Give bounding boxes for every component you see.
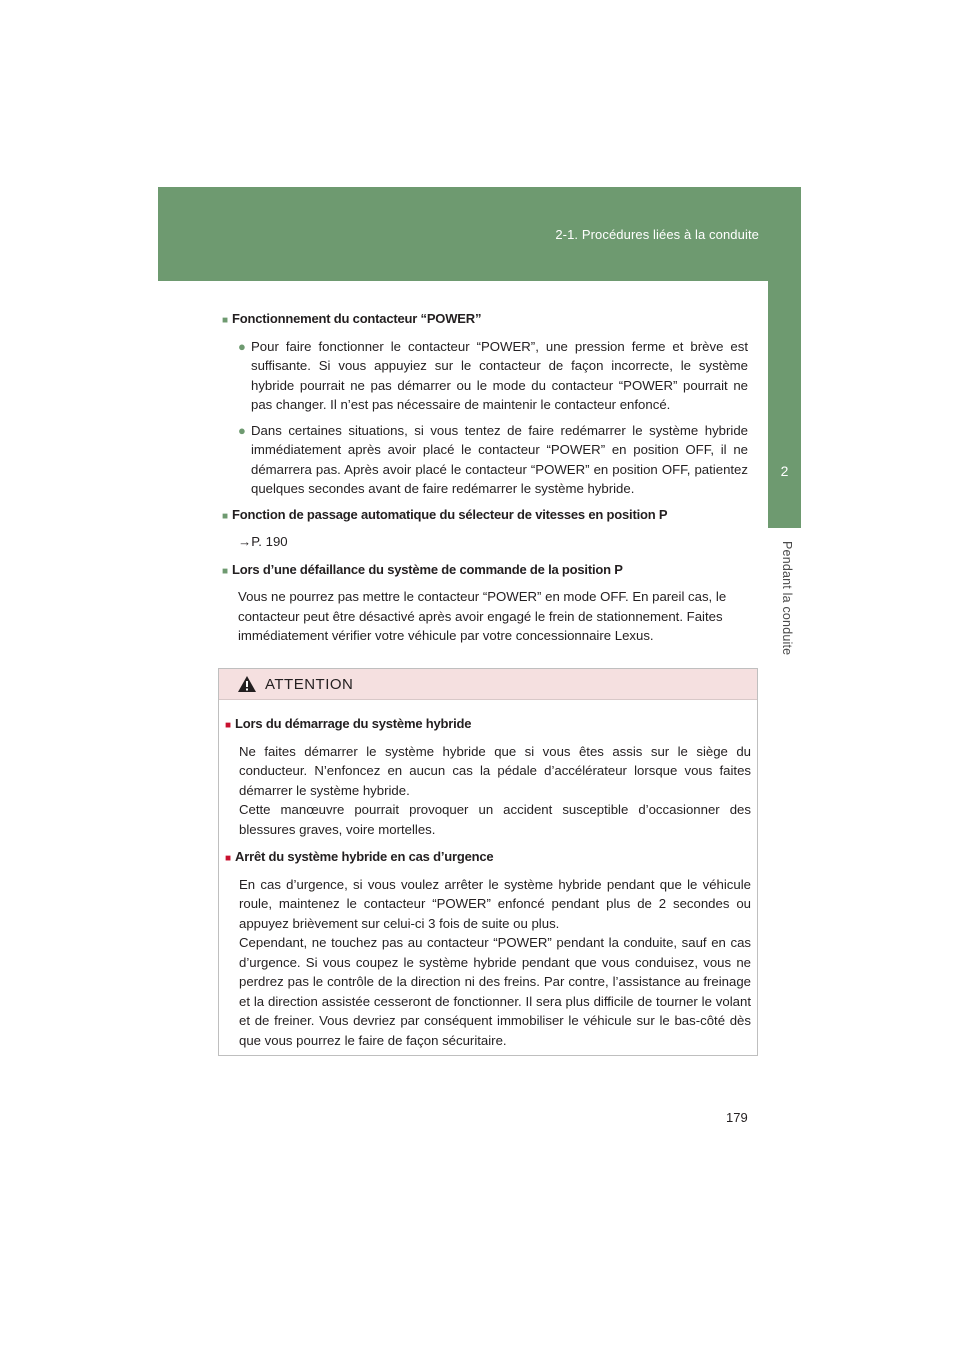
warning-box xyxy=(218,668,758,1056)
circle-bullet-icon: ● xyxy=(238,422,246,438)
section-paragraph: Vous ne pourrez pas mettre le contacteur “POWER” en mode OFF. En pareil cas, le contacteur peut être désactivé après avoir engagé le frein de stationnement. Faites immédiatement vérifier votre véhicule par votre concessionnaire Lexus. xyxy=(238,589,727,643)
page-reference: →P. 190 xyxy=(238,534,288,549)
chapter-side-tab xyxy=(768,281,801,528)
section-heading: ■ Fonctionnement du contacteur “POWER” xyxy=(222,309,748,331)
warning-header xyxy=(219,669,757,700)
square-bullet-icon: ■ xyxy=(222,315,229,326)
warning-body xyxy=(219,700,757,1050)
chapter-title: 2-1. Procédures liées à la conduite xyxy=(555,227,759,242)
bullet-item: ● Pour faire fonctionner le contacteur “POWER”, une pression ferme et brève est suffisante. Si vous appuyiez sur le contacteur de façon incorrecte, le système hybride pourrait ne pas démarrer ou le mode du contacteur “POWER” pourrait ne pas changer. Il n’est pas nécessaire de maintenir le contacteur enfoncé. xyxy=(238,337,748,415)
section-heading: ■ Lors d’une défaillance du système de commande de la position P xyxy=(222,560,748,582)
main-content xyxy=(222,309,748,652)
square-bullet-icon: ■ xyxy=(222,565,229,577)
chapter-number: 2 xyxy=(780,463,789,479)
warning-section-heading: ■ Lors du démarrage du système hybride xyxy=(225,714,751,736)
warning-triangle-icon xyxy=(237,675,257,693)
page-number: 179 xyxy=(726,1110,748,1125)
section-heading: ■ Fonction de passage automatique du sélecteur de vitesses en position P xyxy=(222,505,748,527)
warning-title: ATTENTION xyxy=(265,675,354,693)
bullet-item: ● Dans certaines situations, si vous tentez de faire redémarrer le système hybride immédiatement après avoir placé le contacteur “POWER” en position OFF, il ne démarrera pas. Après avoir placé le contacteur “POWER” en position OFF, patientez quelques secondes avant de faire redémarrer le système hybride. xyxy=(238,421,748,499)
square-bullet-icon: ■ xyxy=(225,720,232,731)
warning-paragraph: Ne faites démarrer le système hybride que si vous êtes assis sur le siège du conducteur. N’enfoncez en aucun cas la pédale d’accélérateur lorsque vous faites démarrer le système hybride. Cette manœuvre pourrait provoquer un accident susceptible d’occasionner des blessures graves, voire mortelles. xyxy=(239,743,751,837)
circle-bullet-icon: ● xyxy=(238,338,246,354)
square-bullet-icon: ■ xyxy=(222,510,229,522)
warning-section-heading: ■ Arrêt du système hybride en cas d’urgence xyxy=(225,847,751,869)
square-bullet-icon: ■ xyxy=(225,853,232,864)
chapter-side-label: Pendant la conduite xyxy=(780,541,794,656)
warning-paragraph: En cas d’urgence, si vous voulez arrêter le système hybride pendant que le véhicule roule, maintenez le contacteur “POWER” enfoncé pendant plus de 2 secondes ou appuyez brièvement sur celui-ci 3 fois de suite ou plus. Cependant, ne touchez pas au contacteur “POWER” pendant la conduite, sauf en cas d’urgence. Si vous coupez le système hybride pendant que vous conduisez, vous ne perdrez pas le contrôle de la direction ni des freins. Par contre, l’assistance au freinage et la direction assistée cesseront de fonctionner. Il sera plus difficile de tourner le volant et de freiner. Vous devriez par conséquent immobiliser le véhicule sur le bas-côté dès que vous pourrez le faire de façon sécuritaire. xyxy=(239,876,751,1048)
chapter-header xyxy=(158,187,801,281)
